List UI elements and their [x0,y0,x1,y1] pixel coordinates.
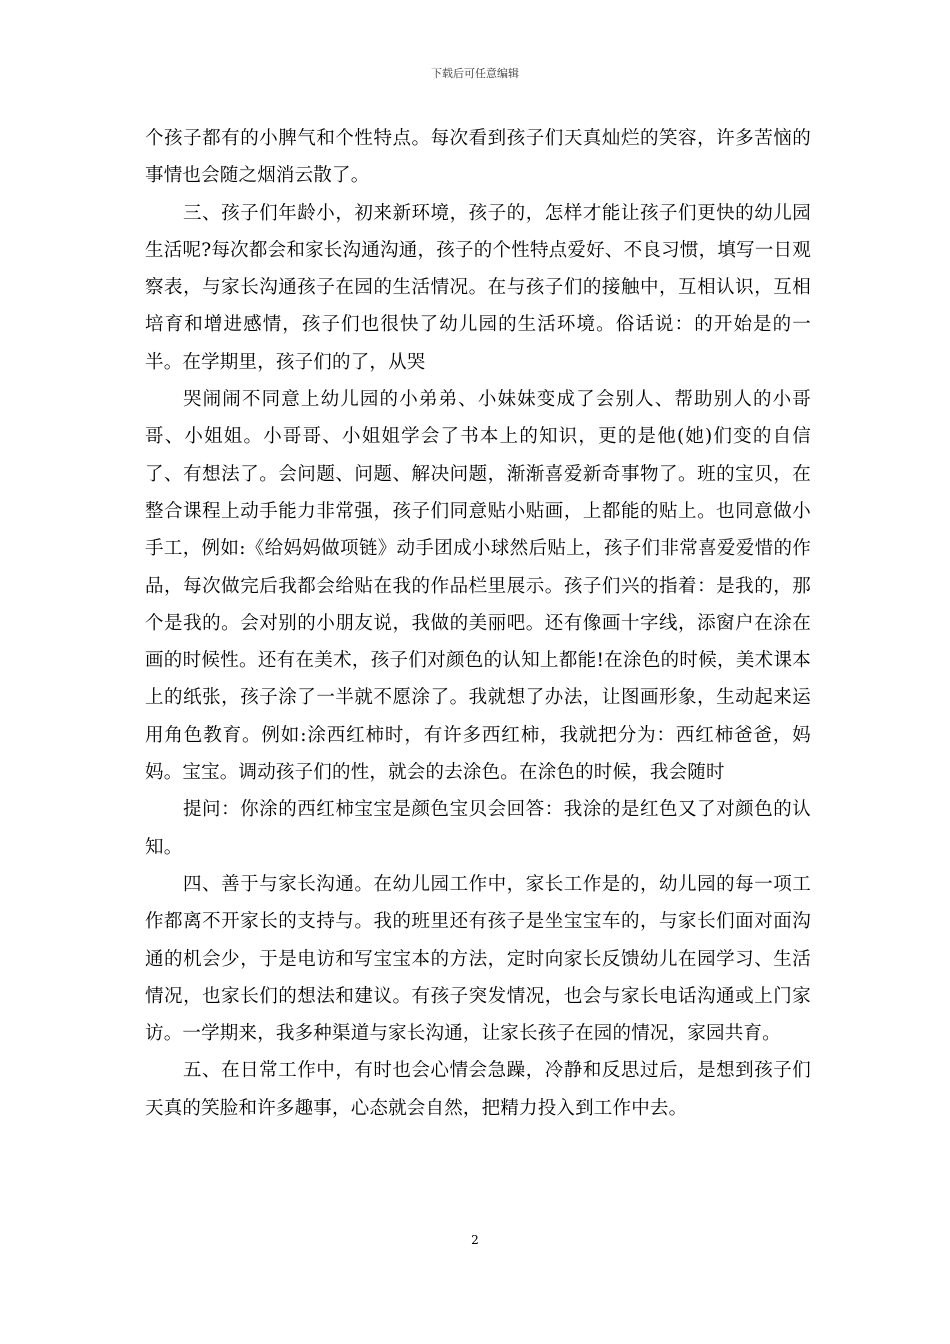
paragraph-section-three: 三、孩子们年龄小，初来新环境，孩子的，怎样才能让孩子们更快的幼儿园生活呢?每次都会和家长沟通沟通，孩子的个性特点爱好、不良习惯，填写一日观察表，与家长沟通孩子在园的生活情况。在与孩子们的接触中，互相认识，互相培育和增进感情，孩子们也很快了幼儿园的生活环境。俗话说：的开始是的一半。在学期里，孩子们的了，从哭 [145,202,811,373]
paragraph-crying-to-helping: 哭闹闹不同意上幼儿园的小弟弟、小妹妹变成了会别人、帮助别人的小哥哥、小姐姐。小哥哥、小姐姐学会了书本上的知识，更的是他(她)们变的自信了、有想法了。会问题、问题、解决问题，渐渐喜爱新奇事物了。班的宝贝，在整合课程上动手能力非常强，孩子们同意贴小贴画，上都能的贴上。也同意做小手工，例如:《给妈妈做项链》动手团成小球然后贴上，孩子们非常喜爱爱惜的作品，每次做完后我都会给贴在我的作品栏里展示。孩子们兴的指着：是我的，那个是我的。会对别的小朋友说，我做的美丽吧。还有像画十字线，添窗户在涂在画的时候性。还有在美术，孩子们对颜色的认知上都能!在涂色的时候，美术课本上的纸张，孩子涂了一半就不愿涂了。我就想了办法，让图画形象，生动起来运用角色教育。例如:涂西红柿时，有许多西红柿，我就把分为：西红柿爸爸，妈妈。宝宝。调动孩子们的性，就会的去涂色。在涂色的时候，我会随时 [145,389,811,784]
page-number: 2 [471,1233,479,1247]
paragraph-continued: 个孩子都有的小脾气和个性特点。每次看到孩子们天真灿烂的笑容，许多苦恼的事情也会随之烟消云散了。 [145,128,811,187]
body-text [145,120,811,1127]
paragraph-questions: 提问：你涂的西红柿宝宝是颜色宝贝会回答：我涂的是红色又了对颜色的认知。 [145,799,811,858]
paragraph-section-five: 五、在日常工作中，有时也会心情会急躁，冷静和反思过后，是想到孩子们天真的笑脸和许多趣事，心态就会自然，把精力投入到工作中去。 [145,1060,811,1119]
paragraph-section-four: 四、善于与家长沟通。在幼儿园工作中，家长工作是的，幼儿园的每一项工作都离不开家长的支持与。我的班里还有孩子是坐宝宝车的，与家长们面对面沟通的机会少，于是电访和写宝宝本的方法，定时向家长反馈幼儿在园学习、生活情况，也家长们的想法和建议。有孩子突发情况，也会与家长电话沟通或上门家访。一学期来，我多种渠道与家长沟通，让家长孩子在园的情况，家园共育。 [145,873,811,1045]
page-header: 下载后可任意编辑 [431,67,519,80]
